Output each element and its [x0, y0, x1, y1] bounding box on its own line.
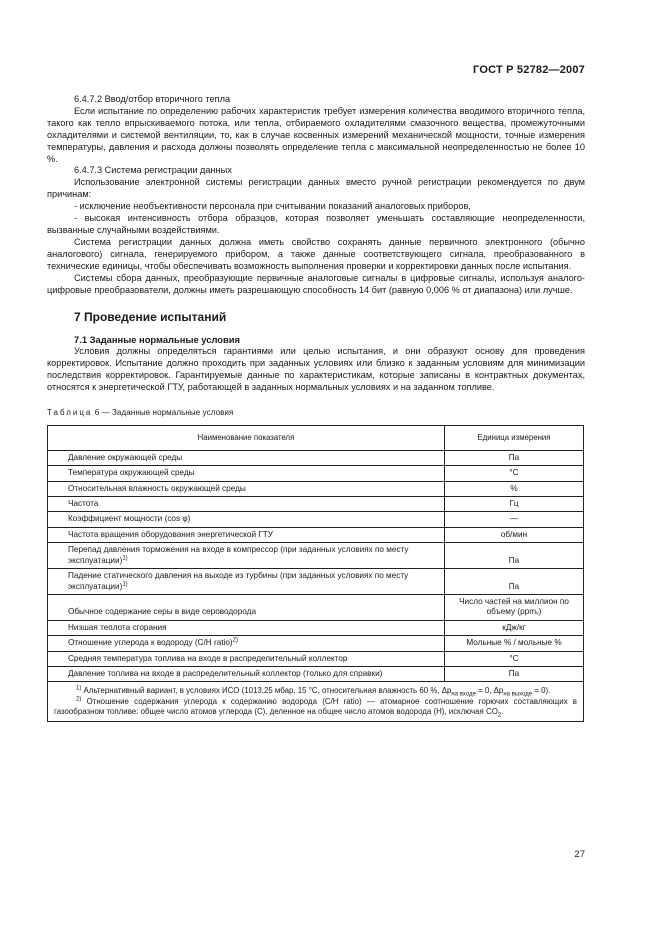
cell-unit: Па: [445, 569, 584, 595]
parameter-name: Давление топлива на входе в распределительный коллектор (только для справки): [68, 668, 383, 678]
table-row: [48, 466, 584, 481]
parameter-name: Температура окружающей среды: [68, 468, 195, 478]
paragraph: Система регистрации данных должна иметь свойство сохранять данные первичного электронного (обычно аналогового) сигнала, генерируемого прибором, а также данные соответствующего сигнала, преобразованного в технические единицы, чтобы обеспечивать возможность выполнения проверки и корректировки данных после испытания.: [47, 236, 585, 271]
parameter-name: Обычное содержание серы в виде сероводорода: [68, 607, 256, 617]
footnote-text: = 0).: [532, 686, 551, 696]
subsection-heading-6473: 6.4.7.3 Система регистрации данных: [74, 165, 232, 176]
cell-parameter-name: [48, 481, 445, 496]
footnote-ref: 1): [122, 580, 128, 587]
parameter-name: Падение статического давления на выходе из турбины (при заданных условиях по месту эксплуатации): [68, 571, 409, 591]
cell-parameter-name: [48, 620, 445, 635]
table-header-row: [48, 425, 584, 450]
table-row: [48, 620, 584, 635]
footnote-mark: 1): [76, 685, 82, 692]
table-caption-word: Таблица: [47, 407, 93, 417]
cell-unit: кДж/кг: [445, 620, 584, 635]
table-row: [48, 666, 584, 681]
cell-unit: об/мин: [445, 527, 584, 542]
footnote-ref: 2): [232, 637, 238, 644]
subsection-heading-6472: 6.4.7.2 Ввод/отбор вторичного тепла: [74, 94, 231, 104]
parameter-name: Частота: [68, 499, 99, 509]
cell-unit: Число частей на миллион по объему (ppmᵥ): [445, 594, 584, 620]
table-row: [48, 527, 584, 542]
cell-parameter-name: [48, 666, 445, 681]
cell-parameter-name: [48, 594, 445, 620]
parameter-name: Низшая теплота сгорания: [68, 622, 167, 632]
cell-unit: —: [445, 512, 584, 527]
table-row: [48, 497, 584, 512]
cell-unit: Мольные % / мольные %: [445, 636, 584, 651]
table-row: [48, 481, 584, 496]
standard-designation: ГОСТ Р 52782—2007: [473, 64, 585, 76]
cell-parameter-name: [48, 466, 445, 481]
cell-unit: °C: [445, 466, 584, 481]
list-item: - высокая интенсивность отбора образцов, которая позволяет уменьшать составляющие неопределенности, вызванные случайными воздействиями.: [47, 213, 585, 235]
cell-parameter-name: [48, 543, 445, 569]
parameter-name: Коэффициент мощности (cos φ): [68, 514, 191, 524]
cell-unit: Гц: [445, 497, 584, 512]
table-caption-text: 6 — Заданные нормальные условия: [94, 407, 234, 417]
list-item: - исключение необъективности персонала при считывании показаний аналоговых приборов,: [74, 201, 471, 212]
parameter-name: Относительная влажность окружающей среды: [68, 483, 246, 493]
table-row: [48, 543, 584, 569]
conditions-table: [47, 425, 584, 722]
cell-parameter-name: [48, 569, 445, 595]
paragraph: Системы сбора данных, преобразующие первичные аналоговые сигналы в цифровые сигналы, используя аналого-цифровые преобразователи, должны иметь разрешающую способность 14 бит (равную 0,006 % от диапазона) или лучше.: [47, 272, 585, 295]
footnote-subscript: на выходе: [503, 691, 533, 698]
parameter-name: Давление окружающей среды: [68, 452, 183, 462]
table-row: [48, 636, 584, 651]
section-title: 7 Проведение испытаний: [74, 310, 227, 325]
document-body: [47, 94, 585, 722]
table-caption: [47, 407, 585, 419]
table-row: [48, 450, 584, 465]
footnote-text: Отношение содержания углерода к содержанию водорода (C/H ratio) — атомарное соотношение горючих составляющих в газообразном топливе: общее число атомов углерода (C), деленное на общее число атомов водорода (H), исключая CO: [54, 696, 577, 716]
table-row: [48, 512, 584, 527]
footnote-ref: 1): [122, 554, 128, 561]
cell-unit: Па: [445, 543, 584, 569]
footnote-2: [54, 697, 577, 717]
footnote-text: = 0, Δp: [475, 686, 504, 696]
page-number: 27: [574, 849, 585, 860]
parameter-name: Перепад давления торможения на входе в компрессор (при заданных условиях по месту эксплуатации): [68, 545, 409, 565]
parameter-name: Частота вращения оборудования энергетической ГТУ: [68, 529, 273, 539]
table-row: [48, 594, 584, 620]
cell-parameter-name: [48, 512, 445, 527]
parameter-name: Отношение углерода к водороду (C/H ratio): [68, 638, 233, 648]
cell-parameter-name: [48, 497, 445, 512]
footnote-mark: 2): [76, 695, 82, 702]
cell-unit: °C: [445, 651, 584, 666]
cell-parameter-name: [48, 651, 445, 666]
footnote-text: .: [501, 706, 504, 716]
cell-unit: %: [445, 481, 584, 496]
cell-parameter-name: [48, 527, 445, 542]
table-notes-row: [48, 682, 584, 722]
footnote-subscript: 2: [497, 712, 502, 719]
footnote-text: Альтернативный вариант, в условиях ИСО (1013,25 мбар, 15 °C, относительная влажность 60 %, Δp: [83, 686, 452, 696]
cell-unit: Па: [445, 666, 584, 681]
footnote-1: [54, 686, 577, 696]
table-notes: [48, 682, 584, 722]
paragraph: Использование электронной системы регистрации данных вместо ручной регистрации рекомендуется по двум причинам:: [47, 177, 585, 200]
column-header-name: Наименование показателя: [48, 425, 445, 450]
parameter-name: Средняя температура топлива на входе в распределительный коллектор: [68, 653, 348, 663]
footnote-subscript: на входе: [451, 691, 476, 698]
cell-parameter-name: [48, 636, 445, 651]
paragraph: Если испытание по определению рабочих характеристик требует измерения количества вводимого вторичного тепла, такого как тепло впрыскиваемого потока, или тепла, отбираемого охладителями смазочного вещества, промежуточными охладителями и системой вентиляции, то, как в случае косвенных измерений механической мощности, точные измерения температуры, давления и расхода должны позволять определение тепла с максимальной неопределенностью не более 10 %.: [47, 105, 585, 164]
subsection-title: 7.1 Заданные нормальные условия: [74, 334, 241, 346]
table-row: [48, 569, 584, 595]
cell-parameter-name: [48, 450, 445, 465]
paragraph: Условия должны определяться гарантиями или целью испытания, и они образуют основу для проведения корректировок. Испытание должно проходить при заданных условиях или близко к заданным условиям для минимизации последствия корректировок. Гарантируемые данные по характеристикам, которые записаны в контрактных документах, относятся к энергетической ГТУ, работающей в заданных нормальных условиях и на заданном топливе.: [47, 346, 585, 393]
column-header-unit: Единица измерения: [445, 425, 584, 450]
table-row: [48, 651, 584, 666]
cell-unit: Па: [445, 450, 584, 465]
